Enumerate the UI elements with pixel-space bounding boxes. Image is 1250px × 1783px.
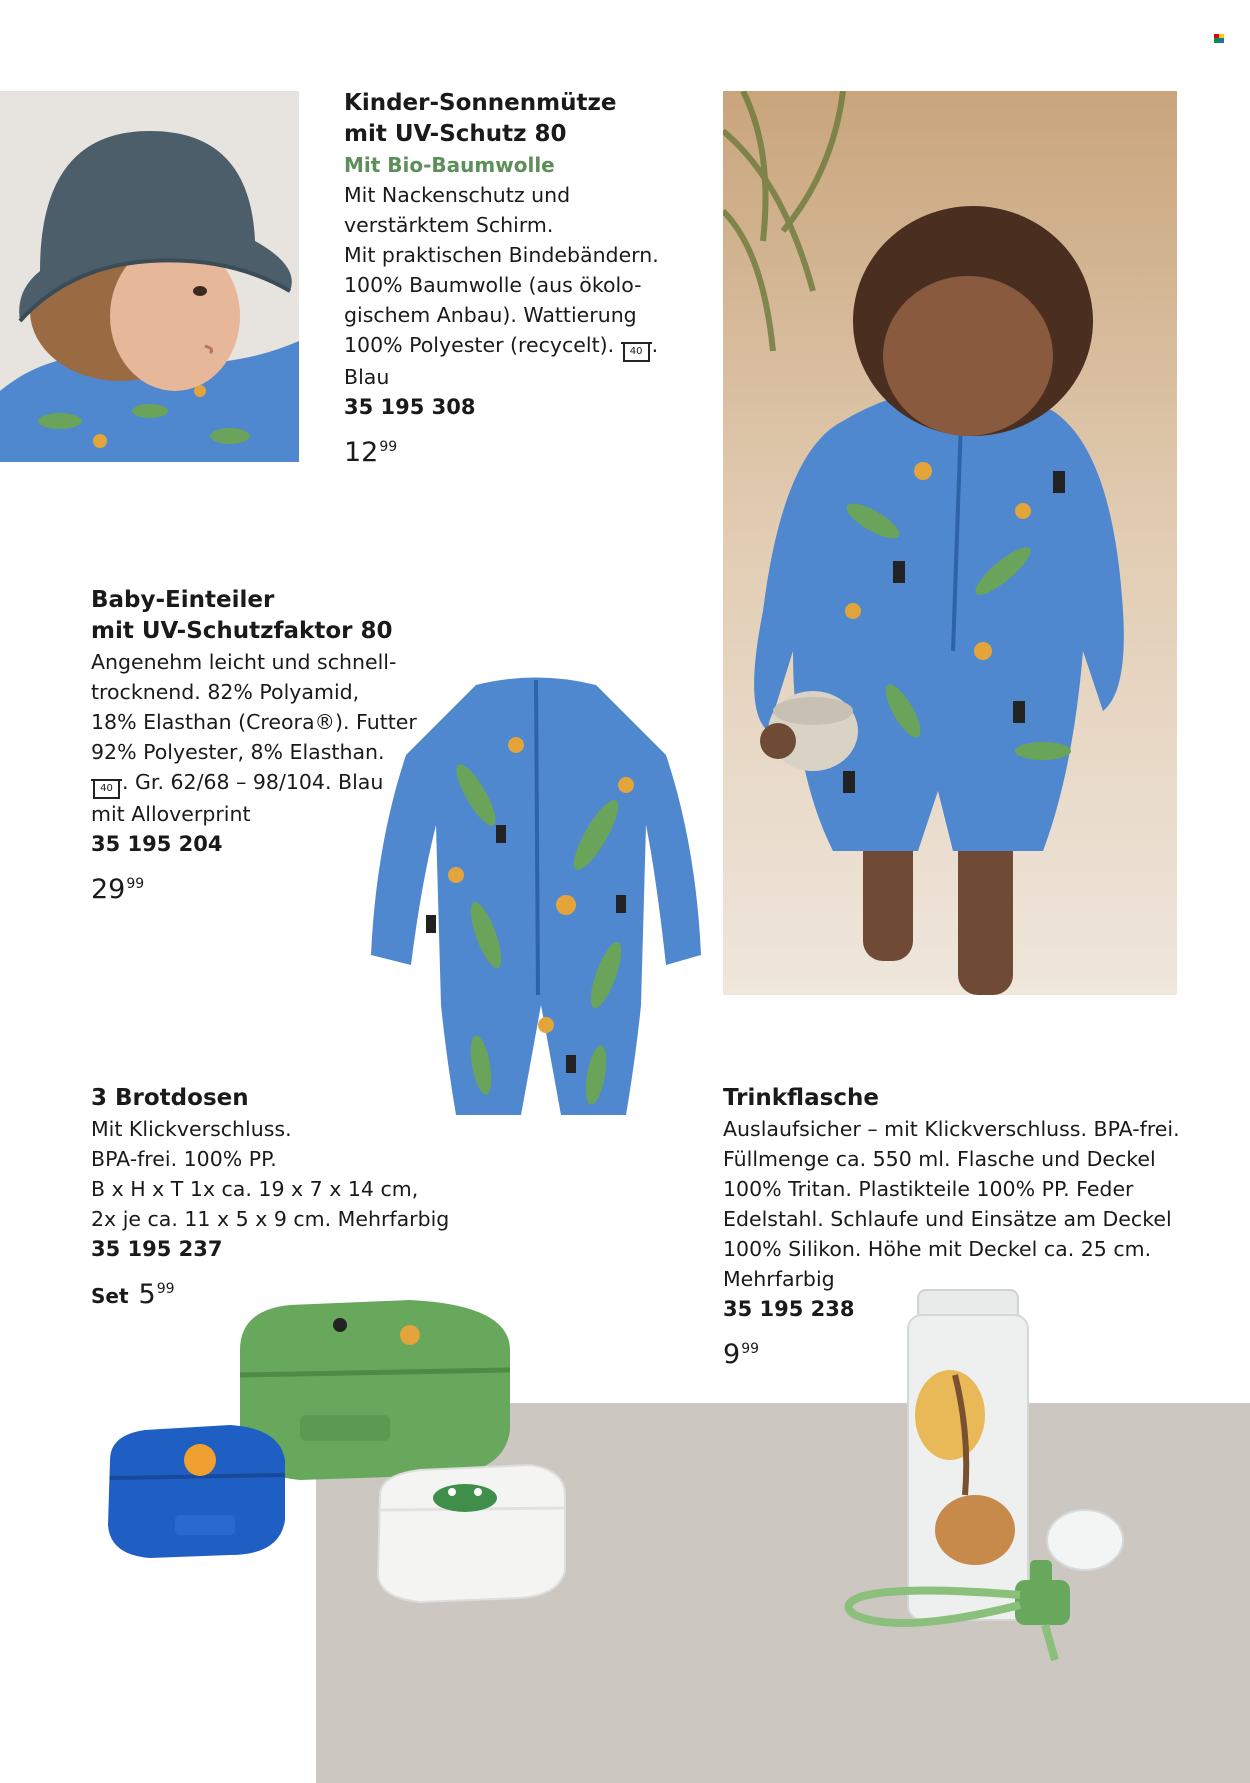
description-suffix: . bbox=[651, 333, 659, 357]
product-lunchboxes bbox=[91, 1083, 451, 1313]
corner-logo-mark bbox=[1214, 34, 1224, 42]
description-text: Mit Nackenschutz und verstärktem Schirm. Mit praktischen Bindebändern. 100% Baumwolle (aus ökolo- gischem Anbau). Wattierung 100% Polyester (recycelt). bbox=[344, 183, 659, 357]
price-main: 5 bbox=[138, 1279, 156, 1310]
article-number: 35 195 238 bbox=[723, 1297, 855, 1321]
price-main: 29 bbox=[91, 874, 126, 905]
product-title: Trinkflasche bbox=[723, 1085, 879, 1111]
product-subtitle: Mit Bio-Baumwolle bbox=[344, 153, 555, 177]
product-description bbox=[344, 180, 674, 362]
photo-baby-onesie bbox=[366, 675, 706, 1125]
product-title: Baby-Einteiler mit UV-Schutzfaktor 80 bbox=[91, 587, 393, 644]
set-label: Set bbox=[91, 1284, 129, 1308]
price-main: 9 bbox=[723, 1339, 741, 1370]
wash-40-icon: 40 bbox=[623, 344, 650, 362]
article-number: 35 195 308 bbox=[344, 395, 476, 419]
product-title: 3 Brotdosen bbox=[91, 1085, 249, 1111]
photo-child-with-sun-hat bbox=[0, 91, 299, 462]
product-description: Mit Klickverschluss. BPA-frei. 100% PP. B x H x T 1x ca. 19 x 7 x 14 cm, 2x je ca. 11 x 5 x 9 cm. Mehrfarbig bbox=[91, 1117, 450, 1231]
price-cents: 99 bbox=[379, 439, 398, 455]
price-cents: 99 bbox=[741, 1341, 760, 1357]
article-number: 35 195 237 bbox=[91, 1237, 223, 1261]
product-color: Blau bbox=[344, 365, 390, 389]
description-sizes: . Gr. 62/68 – 98/104. Blau bbox=[122, 770, 384, 794]
photo-toddler-on-beach bbox=[723, 91, 1177, 995]
product-description: Angenehm leicht und schnell- trocknend. 82% Polyamid, 18% Elasthan (Creora®). Futter 92% Polyester, 8% Elasthan. bbox=[91, 650, 417, 764]
photo-drinking-bottle bbox=[840, 1285, 1160, 1665]
product-description: Auslaufsicher – mit Klickverschluss. BPA-frei. Füllmenge ca. 550 ml. Flasche und Deckel 100% Tritan. Plastikteile 100% PP. Feder Edelstahl. Schlaufe und Einsätze am Deckel 100% Silikon. Höhe mit Deckel ca. 25 cm. Mehrfarbig bbox=[723, 1117, 1180, 1291]
wash-40-icon: 40 bbox=[93, 781, 120, 799]
product-hat bbox=[344, 88, 674, 470]
article-number: 35 195 204 bbox=[91, 832, 223, 856]
product-title: Kinder-Sonnenmütze mit UV-Schutz 80 bbox=[344, 90, 617, 147]
price-main: 12 bbox=[344, 437, 379, 468]
price bbox=[344, 430, 674, 470]
price-cents: 99 bbox=[126, 876, 145, 892]
photo-lunch-boxes bbox=[90, 1280, 580, 1620]
product-description-print: mit Alloverprint bbox=[91, 802, 251, 826]
price-cents: 99 bbox=[156, 1281, 175, 1297]
